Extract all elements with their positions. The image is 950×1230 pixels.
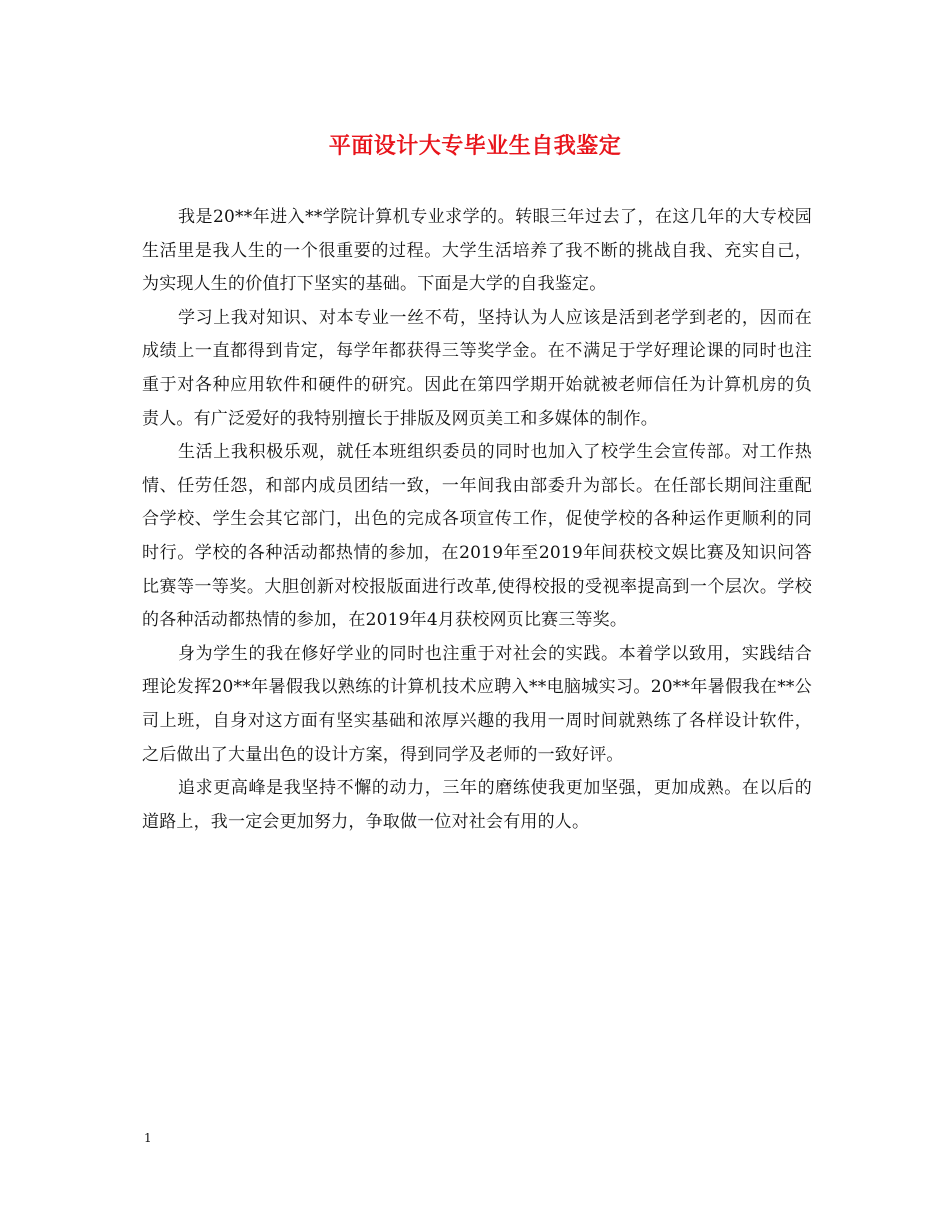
paragraph-practice: 身为学生的我在修好学业的同时也注重于对社会的实践。本着学以致用，实践结合理论发挥20**年暑假我以熟练的计算机技术应聘入**电脑城实习。20**年暑假我在**公司上班，自身对这方面有坚实基础和浓厚兴趣的我用一周时间就熟练了各样设计软件，之后做出了大量出色的设计方案，得到同学及老师的一致好评。 xyxy=(142,643,812,765)
document-title: 平面设计大专毕业生自我鉴定 xyxy=(328,133,622,159)
paragraph-introduction: 我是20**年进入**学院计算机专业求学的。转眼三年过去了，在这几年的大专校园生活里是我人生的一个很重要的过程。大学生活培养了我不断的挑战自我、充实自己，为实现人生的价值打下坚实的基础。下面是大学的自我鉴定。 xyxy=(142,207,812,295)
page-number: 1 xyxy=(144,1131,152,1145)
paragraph-life: 生活上我积极乐观，就任本班组织委员的同时也加入了校学生会宣传部。对工作热情、任劳任怨，和部内成员团结一致，一年间我由部委升为部长。在任部长期间注重配合学校、学生会其它部门，出色的完成各项宣传工作，促使学校的各种运作更顺利的同时行。学校的各种活动都热情的参加，在2019年至2019年间获校文娱比赛及知识问答比赛等一等奖。大胆创新对校报版面进行改革,使得校报的受视率提高到一个层次。学校的各种活动都热情的参加，在2019年4月获校网页比赛三等奖。 xyxy=(142,442,812,631)
paragraph-conclusion: 追求更高峰是我坚持不懈的动力，三年的磨练使我更加坚强，更加成熟。在以后的道路上，我一定会更加努力，争取做一位对社会有用的人。 xyxy=(142,778,812,832)
paragraph-study: 学习上我对知识、对本专业一丝不苟，坚持认为人应该是活到老学到老的，因而在成绩上一直都得到肯定，每学年都获得三等奖学金。在不满足于学好理论课的同时也注重于对各种应用软件和硬件的研究。因此在第四学期开始就被老师信任为计算机房的负责人。有广泛爱好的我特别擅长于排版及网页美工和多媒体的制作。 xyxy=(142,307,812,429)
document-body xyxy=(142,201,812,839)
